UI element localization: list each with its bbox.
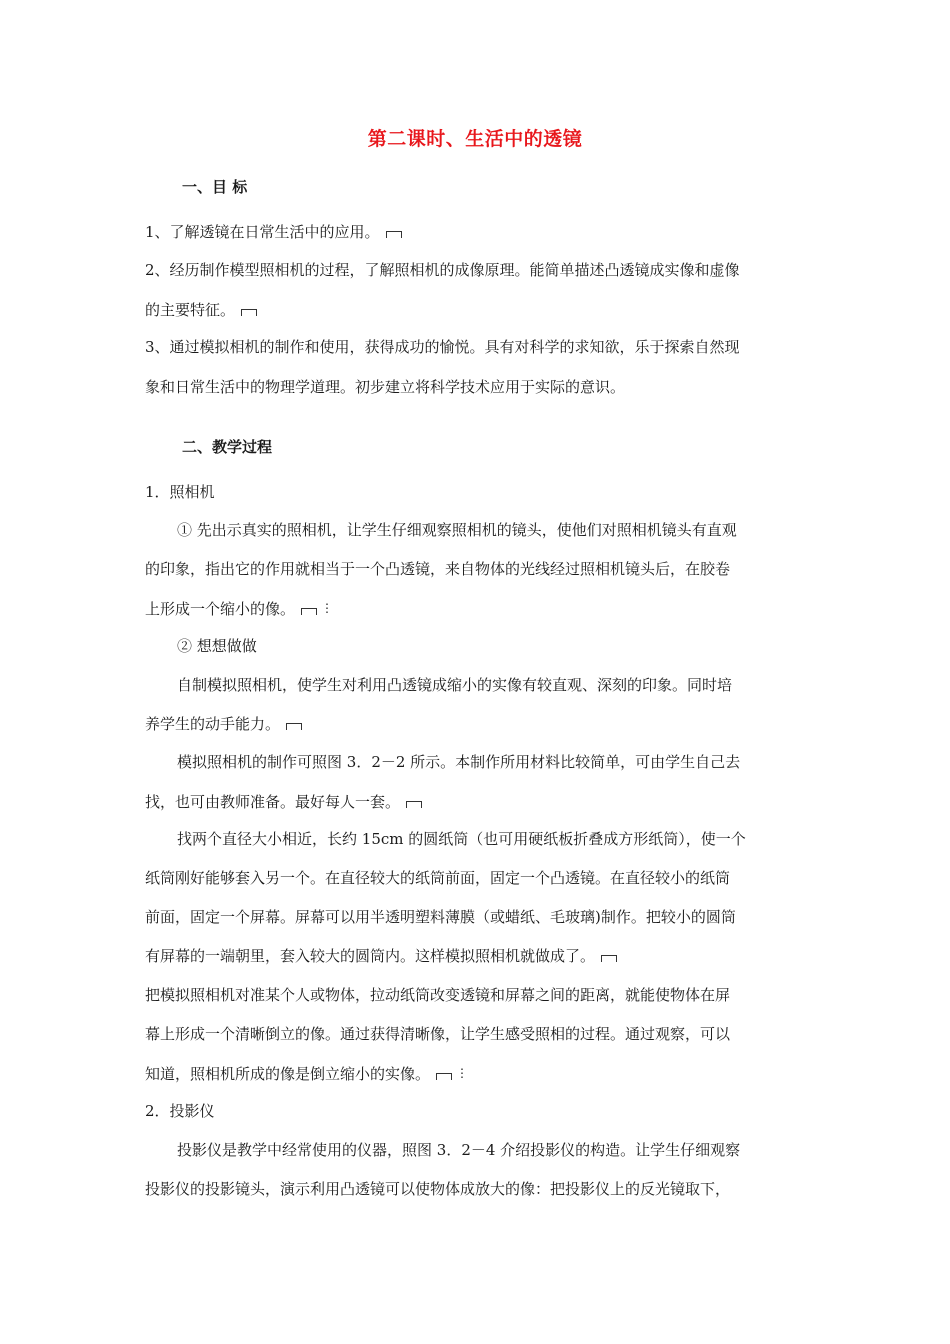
paragraph-line: 投影仪是教学中经常使用的仪器，照图 3．2－4 介绍投影仪的构造。让学生仔细观察 [177, 1141, 741, 1159]
paragraph-line: 自制模拟照相机，使学生对利用凸透镜成缩小的实像有较直观、深刻的印象。同时培 [177, 676, 733, 694]
vertical-dots-icon: ⋮ [321, 601, 334, 615]
paragraph-line: 纸筒刚好能够套入另一个。在直径较大的纸筒前面，固定一个凸透镜。在直径较小的纸筒 [145, 869, 731, 887]
paragraph-line-text: 有屏幕的一端朝里，套入较大的圆筒内。这样模拟照相机就做成了。 [145, 947, 596, 965]
paragraph-line [145, 714, 302, 734]
paragraph-line-text: 找，也可由教师准备。最好每人一套。 [145, 793, 401, 811]
paragraph-line: 前面，固定一个屏幕。屏幕可以用半透明塑料薄膜（或蜡纸、毛玻璃)制作。把较小的圆筒 [145, 908, 736, 926]
paragraph-line: 的印象，指出它的作用就相当于一个凸透镜，来自物体的光线经过照相机镜头后，在胶卷 [145, 560, 731, 578]
paragraph-line: ① 先出示真实的照相机，让学生仔细观察照相机的镜头，使他们对照相机镜头有直观 [177, 521, 737, 539]
edit-mark-icon [436, 1073, 452, 1080]
edit-mark-icon [241, 309, 257, 316]
paragraph-line-text: 知道，照相机所成的像是倒立缩小的实像。 [145, 1065, 431, 1083]
goal-item-3: 3、通过模拟相机的制作和使用，获得成功的愉悦。具有对科学的求知欲，乐于探索自然现 [145, 338, 740, 356]
goal-item-1-text: 1、了解透镜在日常生活中的应用。 [145, 223, 380, 241]
goal-item-1 [145, 222, 402, 242]
goal-item-2-cont [145, 300, 257, 320]
paragraph-line [145, 1063, 468, 1084]
paragraph-line: 幕上形成一个清晰倒立的像。通过获得清晰像，让学生感受照相的过程。通过观察，可以 [145, 1025, 731, 1043]
edit-mark-icon [286, 723, 302, 730]
paragraph-line: 模拟照相机的制作可照图 3．2－2 所示。本制作所用材料比较简单，可由学生自己去 [177, 753, 741, 771]
paragraph-line [145, 946, 617, 966]
edit-mark-icon [301, 608, 317, 615]
goal-item-2-cont-text: 的主要特征。 [145, 301, 236, 319]
edit-mark-icon [386, 231, 402, 238]
paragraph-line: 投影仪的投影镜头，演示利用凸透镜可以使物体成放大的像：把投影仪上的反光镜取下， [145, 1180, 731, 1198]
paragraph-line: 找两个直径大小相近，长约 15cm 的圆纸筒（也可用硬纸板折叠成方形纸筒），使一个 [177, 830, 746, 848]
page-title: 第二课时、生活中的透镜 [367, 128, 583, 150]
edit-mark-icon [601, 955, 617, 962]
subsection-projector: 2．投影仪 [145, 1102, 215, 1120]
section-heading-process: 二、教学过程 [182, 438, 273, 456]
vertical-dots-icon: ⋮ [456, 1066, 469, 1080]
paragraph-line: 把模拟照相机对准某个人或物体，拉动纸筒改变透镜和屏幕之间的距离，就能使物体在屏 [145, 986, 731, 1004]
edit-mark-icon [406, 801, 422, 808]
paragraph-line [145, 598, 333, 619]
goal-item-2: 2、经历制作模型照相机的过程，了解照相机的成像原理。能简单描述凸透镜成实像和虚像 [145, 261, 740, 279]
paragraph-line-text: 上形成一个缩小的像。 [145, 600, 296, 618]
subsection-camera: 1．照相机 [145, 483, 215, 501]
paragraph-line [145, 792, 422, 812]
section-heading-goals: 一、目 标 [182, 178, 248, 196]
paragraph-line: ② 想想做做 [177, 637, 257, 655]
goal-item-3-cont: 象和日常生活中的物理学道理。初步建立将科学技术应用于实际的意识。 [145, 378, 626, 396]
paragraph-line-text: 养学生的动手能力。 [145, 715, 281, 733]
